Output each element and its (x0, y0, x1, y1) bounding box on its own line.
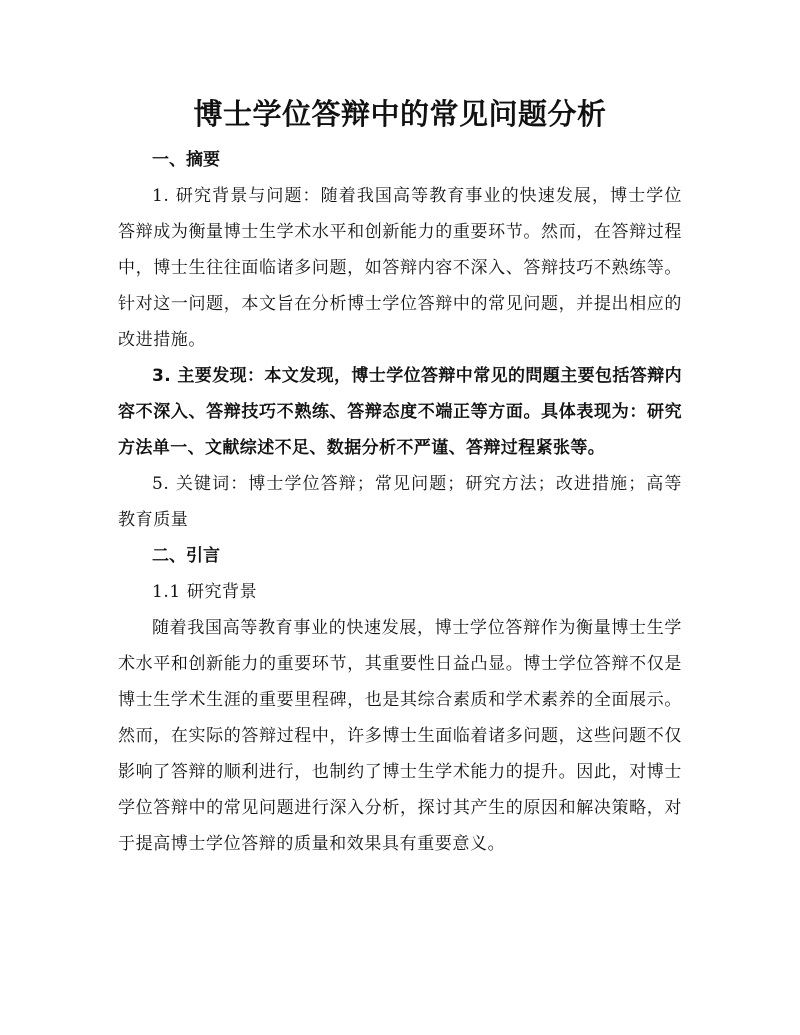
paragraph-background-body: 随着我国高等教育事业的快速发展，博士学位答辩作为衡量博士生学术水平和创新能力的重要环节，其重要性日益凸显。博士学位答辩不仅是博士生学术生涯的重要里程碑，也是其综合素质和学术素养的全面展示。然而，在实际的答辩过程中，许多博士生面临着诸多问题，这些问题不仅影响了答辩的顺利进行，也制约了博士生学术能力的提升。因此，对博士学位答辩中的常见问题进行深入分析，探讨其产生的原因和解决策略，对于提高博士学位答辩的质量和效果具有重要意义。 (118, 618, 682, 854)
document-title: 博士学位答辩中的常见问题分析 (193, 97, 607, 131)
subsection-heading-background: 1.1 研究背景 (152, 582, 258, 602)
section-heading-introduction: 二、引言 (152, 546, 220, 566)
paragraph-main-findings: 3. 主要发现：本文发现，博士学位答辩中常见的問題主要包括答辩内容不深入、答辩技巧不熟练、答辩态度不端正等方面。具体表现为：研究方法单一、文献综述不足、数据分析不严谨、答辩过程紧张等。 (118, 366, 683, 458)
paragraph-keywords: 5. 关键词：博士学位答辩；常见问题；研究方法；改进措施；高等教育质量 (118, 474, 682, 530)
paragraph-research-background: 1. 研究背景与问题：随着我国高等教育事业的快速发展，博士学位答辩成为衡量博士生学术水平和创新能力的重要环节。然而，在答辩过程中，博士生往往面临诸多问题，如答辩内容不深入、答辩技巧不熟练等。针对这一问题，本文旨在分析博士学位答辩中的常见问题，并提出相应的改进措施。 (118, 186, 682, 350)
section-heading-abstract: 一、摘要 (152, 150, 220, 170)
